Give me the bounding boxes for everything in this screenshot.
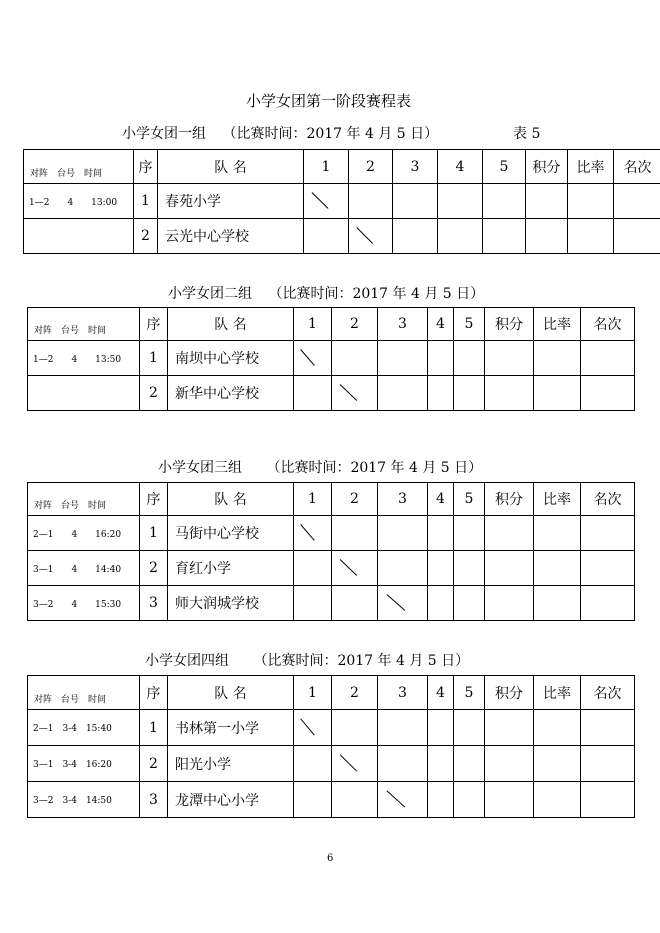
rank-header: 名次 (614, 150, 660, 184)
rank-cell (581, 710, 635, 746)
match-schedule: 1—2 4 13:50 (28, 341, 140, 376)
ratio-cell (534, 782, 581, 818)
rank-cell (581, 551, 635, 586)
team-row (24, 184, 660, 219)
points-cell (526, 184, 568, 219)
ratio-header: 比率 (568, 150, 614, 184)
group-2-time: （比赛时间：2017 年 4 月 5 日） (268, 286, 485, 302)
result-cell-3 (378, 376, 428, 411)
result-cell-1 (304, 184, 349, 219)
result-cell-5 (454, 551, 485, 586)
match-schedule (24, 219, 134, 254)
result-cell-4 (428, 516, 454, 551)
result-cell-3 (378, 710, 428, 746)
team-name: 育红小学 (168, 551, 294, 586)
match-schedule: 3—2 3-4 14:50 (28, 782, 140, 818)
result-cell-4 (428, 551, 454, 586)
result-cell-3 (378, 551, 428, 586)
ratio-header: 比率 (534, 676, 581, 710)
table-header-row (28, 483, 635, 516)
team-row (28, 376, 635, 411)
team-name: 师大润城学校 (168, 586, 294, 621)
points-cell (485, 746, 534, 782)
result-cell-2 (332, 376, 378, 411)
result-cell-1 (294, 551, 332, 586)
group-2-name: 小学女团二组 (168, 286, 252, 302)
ratio-cell (534, 516, 581, 551)
result-cell-4 (428, 376, 454, 411)
points-cell (485, 586, 534, 621)
opponent-header-2: 2 (349, 150, 393, 184)
team-seq: 1 (140, 341, 168, 376)
result-cell-5 (483, 184, 526, 219)
result-cell-2 (332, 782, 378, 818)
opponent-header-5: 5 (483, 150, 526, 184)
ratio-cell (534, 586, 581, 621)
result-cell-5 (454, 746, 485, 782)
group-1-time: （比赛时间：2017 年 4 月 5 日） (222, 126, 439, 142)
result-cell-1 (304, 219, 349, 254)
group-3-title (158, 457, 482, 477)
points-cell (485, 782, 534, 818)
result-cell-4 (428, 586, 454, 621)
team-name: 马街中心学校 (168, 516, 294, 551)
match-schedule: 1—2 4 13:00 (24, 184, 134, 219)
group-2-title (168, 283, 484, 303)
points-cell (485, 376, 534, 411)
team-name: 阳光小学 (168, 746, 294, 782)
rank-cell (614, 184, 660, 219)
match-column-header (24, 150, 134, 184)
result-cell-1 (294, 710, 332, 746)
team-seq: 1 (134, 184, 158, 219)
opponent-header-3: 3 (378, 483, 428, 516)
result-cell-5 (454, 710, 485, 746)
team-name: 云光中心学校 (158, 219, 304, 254)
result-cell-2 (332, 710, 378, 746)
opponent-header-3: 3 (393, 150, 438, 184)
result-cell-1 (294, 746, 332, 782)
group-2-table (27, 307, 635, 411)
rank-cell (581, 586, 635, 621)
ratio-cell (534, 376, 581, 411)
team-row (28, 710, 635, 746)
group-3-name: 小学女团三组 (158, 460, 242, 476)
opponent-header-4: 4 (428, 483, 454, 516)
seq-header: 序 (134, 150, 158, 184)
diagonal-line (340, 755, 357, 771)
match-column-header (28, 308, 140, 341)
diagonal-line (387, 595, 405, 611)
match-column-header (28, 676, 140, 710)
result-cell-2 (349, 219, 393, 254)
ratio-cell (568, 219, 614, 254)
self-match-diagonal (294, 341, 331, 375)
group-1-title (122, 123, 438, 143)
team-row (28, 516, 635, 551)
diagonal-line (357, 228, 373, 244)
team-name: 南坝中心学校 (168, 341, 294, 376)
points-header: 积分 (485, 676, 534, 710)
group-1-table (23, 149, 660, 254)
rank-cell (581, 746, 635, 782)
match-schedule: 3—1 4 14:40 (28, 551, 140, 586)
ratio-cell (534, 746, 581, 782)
team-row (28, 782, 635, 818)
page-title: 小学女团第一阶段赛程表 (246, 92, 412, 110)
result-cell-5 (454, 586, 485, 621)
opponent-header-4: 4 (428, 676, 454, 710)
rank-cell (581, 376, 635, 411)
rank-cell (581, 782, 635, 818)
opponent-header-2: 2 (332, 308, 378, 341)
group-4-table (27, 675, 635, 818)
points-header: 积分 (485, 483, 534, 516)
points-cell (485, 710, 534, 746)
diagonal-line (340, 385, 357, 401)
team-seq: 1 (140, 516, 168, 551)
team-name: 春苑小学 (158, 184, 304, 219)
result-cell-1 (294, 782, 332, 818)
match-schedule: 2—1 3-4 15:40 (28, 710, 140, 746)
self-match-diagonal (378, 586, 427, 620)
team-row (28, 746, 635, 782)
match-schedule: 2—1 4 16:20 (28, 516, 140, 551)
result-cell-3 (378, 782, 428, 818)
diagonal-line (301, 525, 315, 541)
match-schedule (28, 376, 140, 411)
points-cell (485, 551, 534, 586)
diagonal-line (301, 719, 315, 735)
result-cell-3 (393, 219, 438, 254)
self-match-diagonal (332, 746, 377, 781)
opponent-header-1: 1 (294, 483, 332, 516)
table-header-row (28, 676, 635, 710)
match-column-header-label: 对阵 台号 时间 (30, 169, 103, 179)
rank-header: 名次 (581, 308, 635, 341)
opponent-header-1: 1 (294, 676, 332, 710)
team-row (28, 551, 635, 586)
team-seq: 2 (140, 376, 168, 411)
opponent-header-1: 1 (304, 150, 349, 184)
opponent-header-2: 2 (332, 676, 378, 710)
rank-header: 名次 (581, 676, 635, 710)
self-match-diagonal (332, 376, 377, 410)
opponent-header-3: 3 (378, 308, 428, 341)
rank-header: 名次 (581, 483, 635, 516)
result-cell-3 (393, 184, 438, 219)
opponent-header-5: 5 (454, 676, 485, 710)
opponent-header-5: 5 (454, 308, 485, 341)
result-cell-2 (332, 341, 378, 376)
result-cell-4 (438, 184, 483, 219)
result-cell-2 (332, 586, 378, 621)
team-name: 书林第一小学 (168, 710, 294, 746)
team-row (28, 341, 635, 376)
result-cell-3 (378, 586, 428, 621)
ratio-header: 比率 (534, 308, 581, 341)
result-cell-5 (454, 341, 485, 376)
result-cell-3 (378, 341, 428, 376)
result-cell-5 (483, 219, 526, 254)
opponent-header-4: 4 (438, 150, 483, 184)
team-seq: 2 (140, 551, 168, 586)
ratio-cell (534, 710, 581, 746)
team-name-header: 队 名 (168, 483, 294, 516)
team-name: 新华中心学校 (168, 376, 294, 411)
group-4-time: （比赛时间：2017 年 4 月 5 日） (253, 653, 470, 669)
result-cell-3 (378, 746, 428, 782)
diagonal-line (312, 193, 328, 209)
rank-cell (581, 516, 635, 551)
ratio-header: 比率 (534, 483, 581, 516)
self-match-diagonal (294, 516, 331, 550)
diagonal-line (301, 350, 315, 366)
points-header: 积分 (526, 150, 568, 184)
points-cell (485, 516, 534, 551)
table-header-row (24, 150, 660, 184)
team-seq: 2 (140, 746, 168, 782)
result-cell-5 (454, 782, 485, 818)
match-column-header-label: 对阵 台号 时间 (34, 501, 107, 511)
group-4-title (145, 650, 469, 670)
result-cell-4 (428, 710, 454, 746)
rank-cell (581, 341, 635, 376)
diagonal-line (340, 560, 357, 576)
ratio-cell (534, 551, 581, 586)
team-name-header: 队 名 (168, 308, 294, 341)
result-cell-3 (378, 516, 428, 551)
opponent-header-5: 5 (454, 483, 485, 516)
team-seq: 2 (134, 219, 158, 254)
team-name-header: 队 名 (168, 676, 294, 710)
result-cell-4 (428, 341, 454, 376)
self-match-diagonal (378, 782, 427, 817)
opponent-header-4: 4 (428, 308, 454, 341)
team-seq: 3 (140, 586, 168, 621)
match-column-header (28, 483, 140, 516)
self-match-diagonal (294, 710, 331, 745)
seq-header: 序 (140, 483, 168, 516)
result-cell-2 (332, 551, 378, 586)
result-cell-1 (294, 586, 332, 621)
team-seq: 3 (140, 782, 168, 818)
group-3-table (27, 482, 635, 621)
team-row (24, 219, 660, 254)
result-cell-4 (438, 219, 483, 254)
result-cell-4 (428, 782, 454, 818)
team-name-header: 队 名 (158, 150, 304, 184)
diagonal-line (387, 791, 405, 807)
result-cell-1 (294, 516, 332, 551)
match-schedule: 3—2 4 15:30 (28, 586, 140, 621)
table-ref: 表 5 (513, 126, 541, 142)
result-cell-5 (454, 376, 485, 411)
points-cell (526, 219, 568, 254)
points-header: 积分 (485, 308, 534, 341)
group-3-time: （比赛时间：2017 年 4 月 5 日） (266, 460, 483, 476)
opponent-header-3: 3 (378, 676, 428, 710)
group-1-name: 小学女团一组 (122, 126, 206, 142)
team-row (28, 586, 635, 621)
result-cell-1 (294, 341, 332, 376)
seq-header: 序 (140, 308, 168, 341)
rank-cell (614, 219, 660, 254)
result-cell-1 (294, 376, 332, 411)
team-seq: 1 (140, 710, 168, 746)
result-cell-5 (454, 516, 485, 551)
self-match-diagonal (332, 551, 377, 585)
seq-header: 序 (140, 676, 168, 710)
opponent-header-1: 1 (294, 308, 332, 341)
self-match-diagonal (304, 184, 348, 218)
match-column-header-label: 对阵 台号 时间 (34, 695, 107, 705)
table-header-row (28, 308, 635, 341)
result-cell-2 (332, 516, 378, 551)
result-cell-2 (332, 746, 378, 782)
result-cell-2 (349, 184, 393, 219)
result-cell-4 (428, 746, 454, 782)
self-match-diagonal (349, 219, 392, 253)
match-column-header-label: 对阵 台号 时间 (34, 326, 107, 336)
opponent-header-2: 2 (332, 483, 378, 516)
ratio-cell (568, 184, 614, 219)
group-4-name: 小学女团四组 (145, 653, 229, 669)
points-cell (485, 341, 534, 376)
match-schedule: 3—1 3-4 16:20 (28, 746, 140, 782)
ratio-cell (534, 341, 581, 376)
page-number: 6 (327, 853, 334, 864)
team-name: 龙潭中心小学 (168, 782, 294, 818)
